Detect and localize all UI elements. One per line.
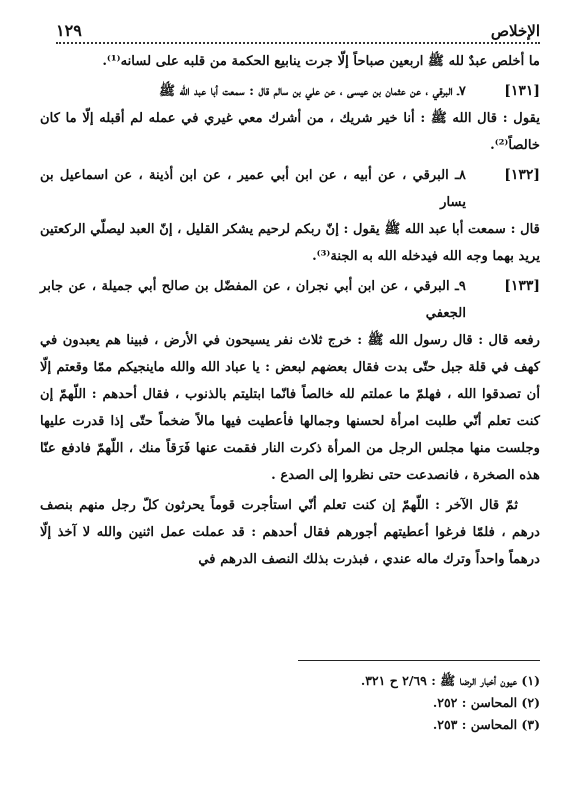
hadith-text: قال : سمعت أبا عبد الله ﷺ يقول : إنّ ربكم لرحيم يشكر القليل ، إنّ العبد ليصلّي الركعتين يريد بهما وجه الله فيدخله الله به الجنة⁽³⁾.	[40, 222, 540, 264]
page-body	[40, 48, 540, 576]
footnotes	[40, 670, 540, 736]
chapter-title: الإخلاص	[490, 22, 540, 40]
hadith-text: رفعه قال : قال رسول الله ﷺ : خرج ثلاث نفر يسيحون في الأرض ، فبينا هم يعبدون في كهف في قلة جبل حتّى بدت فقال بعضهم لبعض : يا عباد الله والله ماينجيكم ممّا وقعتم إلّا أن تصدقوا الله ، فهلمّ ما عملتم لله خالصاً فانّما ابتليتم بالذنوب ، فقال أحدهم : اللّهمّ إن كنت تعلم أنّي طلبت امرأة لحسنها وجمالها فأعطيت فيها مالاً ضخماً حتّى إذا قدرت عليها وجلست منها مجلس الرجل من المرأة ذكرت النار فقمت عنها فَرَقاً منك ، اللّهمّ فادفع عنّا هذه الصخرة ، فانصدعت حتى نظروا إلى الصدع .	[40, 333, 540, 483]
hadith-text: يقول : قال الله ﷺ : أنا خير شريك ، من أشرك معي غيري في عمله لم أقبله إلّا ما كان خالصاً⁽²⁾.	[40, 111, 540, 153]
running-header	[56, 12, 540, 44]
hadith-number: [١٣٢]	[504, 167, 540, 183]
closing-paragraph: ثمّ قال الآخر : اللّهمّ إن كنت تعلم أنّي استأجرت قوماً يحرثون كلّ رجل منهم بنصف درهم ، فلمّا فرغوا أعطيتهم أجورهم فقال أحدهم : قد عملت عمل اثنين والله لا آخذ إلّا درهماً واحداً وترك ماله عندي ، فبذرت بذلك النصف الدرهم في	[40, 498, 540, 567]
hadith-132	[40, 162, 540, 270]
footnote-divider	[298, 660, 540, 661]
hadith-number: [١٣١]	[504, 83, 540, 99]
intro-paragraph: ما أخلص عبدٌ لله ﷺ اربعين صباحاً إلّا جرت ينابيع الحكمة من قلبه على لسانه⁽¹⁾.	[102, 54, 540, 69]
hadith-chain: ٩ـ البرقي ، عن ابن أبي نجران ، عن المفضّل بن صالح أبي جميلة ، عن جابر الجعفي	[40, 279, 466, 321]
footnote-2: (٢) المحاسن : ٢٥٢.	[432, 695, 540, 710]
hadith-chain: ٨ـ البرقي ، عن أبيه ، عن ابن أبي عمير ، عن ابن أذينة ، عن اسماعيل بن يسار	[40, 168, 466, 210]
footnote-3: (٣) المحاسن : ٢٥٣.	[432, 717, 540, 732]
hadith-133	[40, 273, 540, 489]
hadith-131	[40, 78, 540, 159]
page-number: ١٢٩	[56, 21, 82, 40]
footnote-1: (١) عيون أخبار الرضا ﷺ : ٢/٦٩ ح ٣٢١.	[360, 673, 540, 688]
hadith-chain: ٧ـ البرقي ، عن عثمان بن عيسى ، عن علي بن سالم قال : سمعت أبا عبد الله ﷺ	[159, 84, 466, 99]
hadith-number: [١٣٣]	[504, 278, 540, 294]
